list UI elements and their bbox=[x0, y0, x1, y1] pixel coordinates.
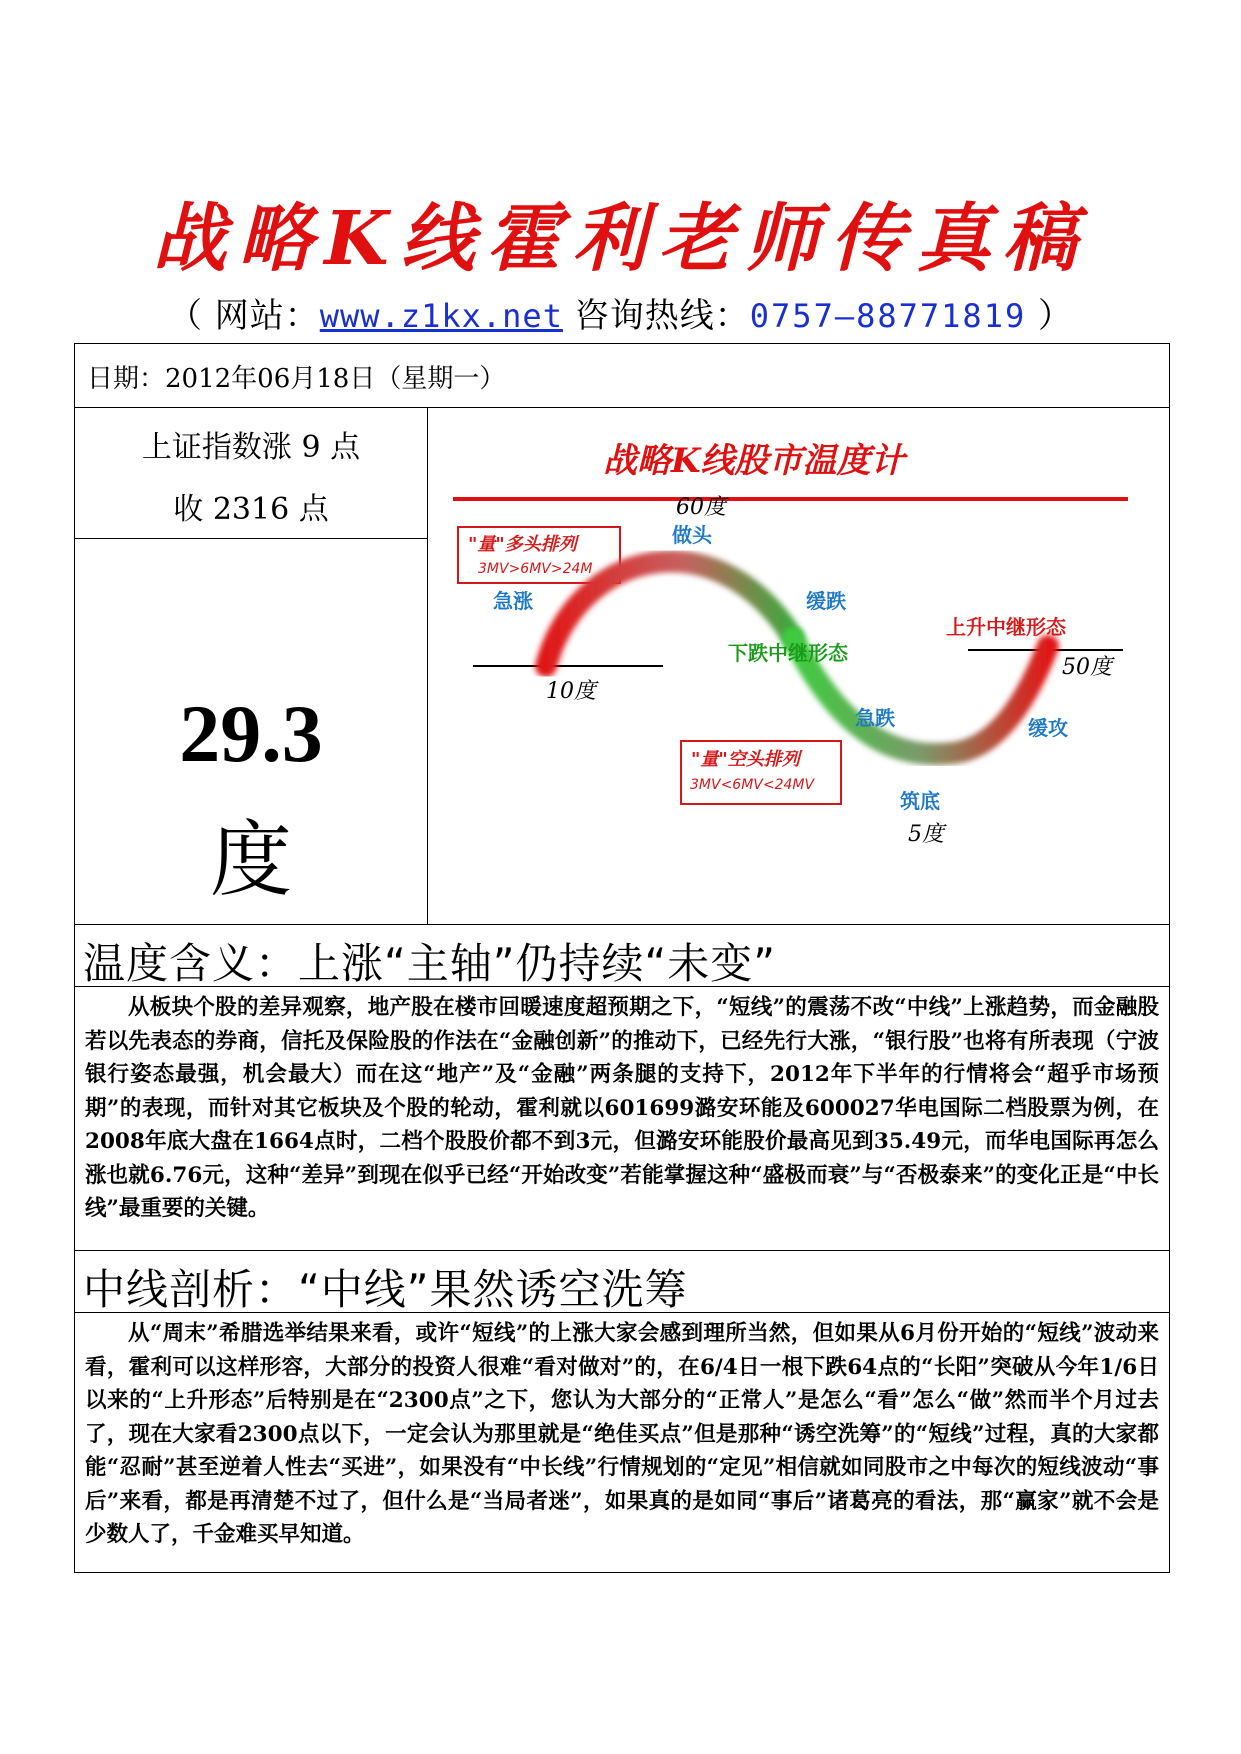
fax-table bbox=[74, 343, 1170, 1573]
temperature-reading bbox=[75, 539, 427, 925]
label-top: 做头 bbox=[672, 523, 712, 547]
label-surge: 急涨 bbox=[493, 589, 533, 613]
hotline-label: 咨询热线： bbox=[562, 296, 750, 336]
label-slow-fall: 缓跌 bbox=[806, 589, 846, 613]
contact-suffix: ） bbox=[1026, 296, 1074, 336]
section1-body-row bbox=[75, 987, 1169, 1251]
section1-heading: 温度含义：上涨“主轴”仍持续“未变” bbox=[83, 939, 777, 988]
section2-body: 从“周末”希腊选举结果来看，或许“短线”的上涨大家会感到理所当然，但如果从6月份开始的“短线”波动来看，霍利可以这样形容，大部分的投资人很难“看对做对”的，在6/4日一根下跌64点的“长阳”突破从今年1/6日以来的“上升形态”后特别是在“2300点”之下，您认为大部分的“正常人”是怎么“看”怎么“做”然而半个月过去了，现在大家看2300点以下，一定会认为那里就是“绝佳买点”但是那种“诱空洗筹”的“短线”过程，真的大家都能“忍耐”甚至逆着人性去“买进”，如果没有“中长线”行情规划的“定见”相信就如同股市之中每次的短线波动“事后”来看，都是再清楚不过了，但什么是“当局者迷”，如果真的是如同“事后”诸葛亮的看法，那“赢家”就不会是少数人了，千金难买早知道。 bbox=[85, 1321, 1159, 1547]
section2-heading-row bbox=[75, 1251, 1169, 1313]
section1-body: 从板块个股的差异观察，地产股在楼市回暖速度超预期之下，“短线”的震荡不改“中线”上涨趋势，而金融股若以先表态的券商，信托及保险股的作法在“金融创新”的推动下，已经先行大涨，“银行股”也将有所表现（宁波银行姿态最强，机会最大）而在这“地产”及“金融”两条腿的支持下，2012年下半年的行情将会“超乎市场预期”的表现，而针对其它板块及个股的轮动，霍利就以601699潞安环能及600027华电国际二档股票为例，在2008年底大盘在1664点时，二档个股股价都不到3元，但潞安环能股价最高见到35.49元，而华电国际再怎么涨也就6.76元，这种“差异”到现在似乎已经“开始改变”若能掌握这种“盛极而衰”与“否极泰来”的变化正是“中长线”最重要的关键。 bbox=[85, 995, 1159, 1221]
date-text: 日期：2012年06月18日（星期一） bbox=[87, 364, 506, 394]
market-thermometer-diagram bbox=[428, 408, 1169, 924]
label-60deg: 60度 bbox=[676, 495, 726, 520]
index-change: 上证指数涨 9 点 bbox=[141, 430, 361, 465]
label-50deg: 50度 bbox=[1062, 655, 1112, 680]
index-close: 收 2316 点 bbox=[173, 492, 329, 527]
page-title: 战略K线霍利老师传真稿 bbox=[152, 196, 1089, 282]
contact-prefix: （ 网站： bbox=[167, 296, 320, 336]
label-up-relay: 上升中继形态 bbox=[946, 615, 1066, 639]
section2-heading: 中线剖析：“中线”果然诱空洗筹 bbox=[83, 1265, 688, 1314]
index-summary bbox=[75, 408, 427, 539]
section1-heading-row bbox=[75, 925, 1169, 987]
bull-box-title: "量"多头排列 bbox=[468, 534, 577, 555]
label-5deg: 5度 bbox=[908, 822, 944, 847]
date-row bbox=[75, 344, 1169, 408]
temperature-row bbox=[75, 408, 1169, 925]
temperature-unit: 度 bbox=[209, 813, 292, 908]
label-10deg: 10度 bbox=[546, 679, 596, 704]
contact-line bbox=[0, 288, 1241, 337]
label-down-relay: 下跌中继形态 bbox=[728, 641, 848, 665]
diagram-title: 战略K线股市温度计 bbox=[603, 441, 905, 481]
section2-body-row bbox=[75, 1313, 1169, 1572]
hotline-number: 0757—88771819 bbox=[749, 297, 1027, 335]
temperature-value: 29.3 bbox=[179, 688, 323, 779]
label-sharp-fall: 急跌 bbox=[855, 706, 895, 730]
website-link[interactable]: www.z1kx.net bbox=[319, 297, 563, 335]
bear-box-title: "量"空头排列 bbox=[691, 749, 800, 770]
thermometer-svg bbox=[428, 408, 1169, 925]
temperature-panel bbox=[75, 408, 428, 924]
label-bottom: 筑底 bbox=[900, 789, 940, 813]
bull-box-formula: 3MV>6MV>24M bbox=[478, 561, 593, 577]
label-slow-attack: 缓攻 bbox=[1028, 716, 1068, 740]
bear-box-formula: 3MV<6MV<24MV bbox=[690, 777, 815, 793]
